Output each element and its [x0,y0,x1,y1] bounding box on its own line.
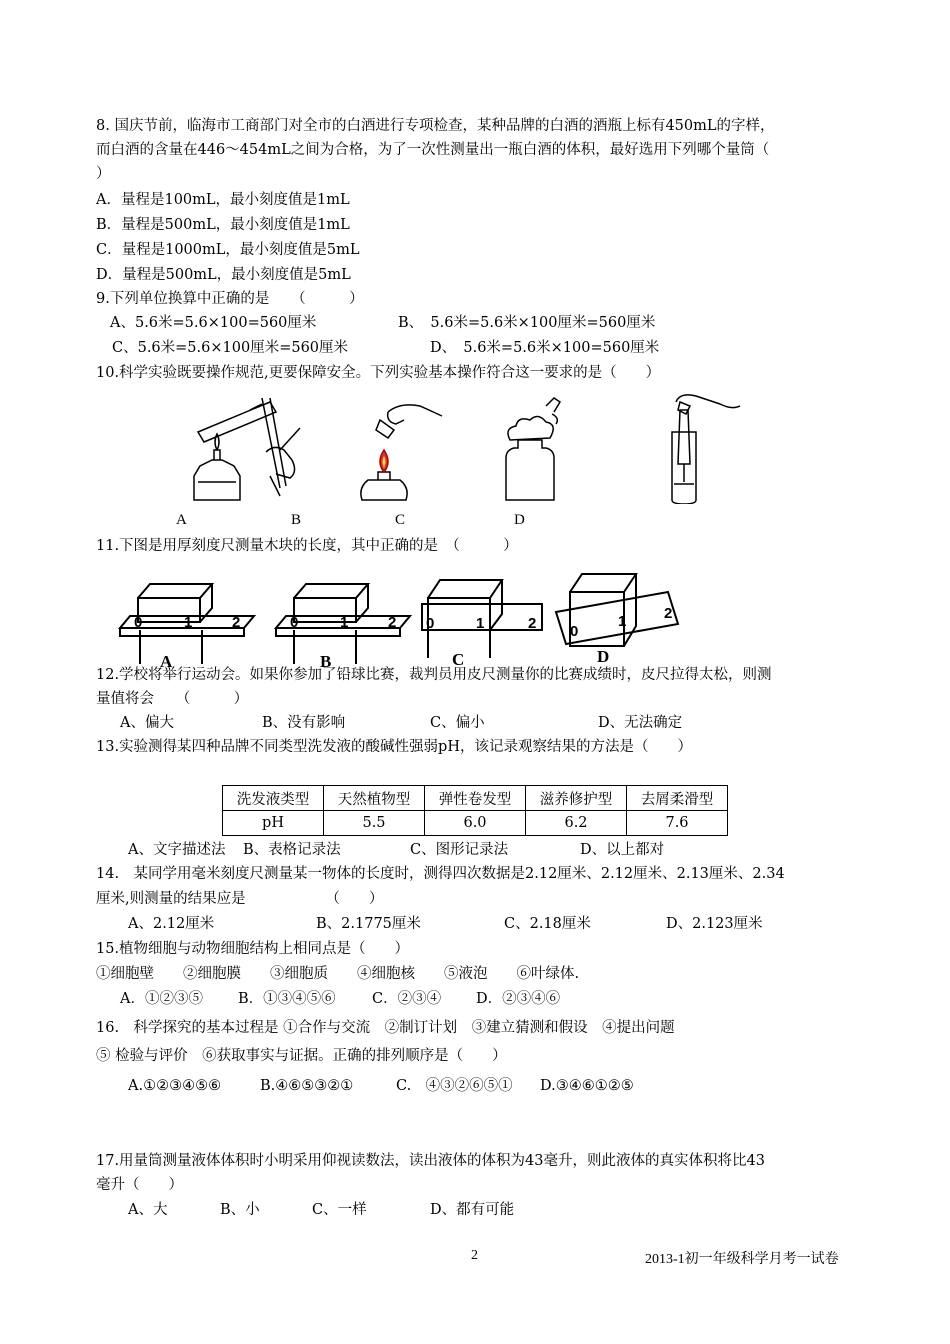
q15-items: ①细胞壁 ②细胞膜 ③细胞质 ④细胞核 ⑤液泡 ⑥叶绿体. [96,966,580,982]
table-cell: 5.5 [324,811,425,836]
q15-option-c: C．②③④ [372,991,442,1007]
q9-option-d: D、 5.6米=5.6米×100=560厘米 [430,340,660,356]
q16-option-c: C. ④③②⑥⑤① [396,1078,513,1094]
q16-option-d: D.③④⑥①②⑤ [540,1078,634,1094]
q17-line1: 17.用量筒测量液体体积时小明采用仰视读数法，读出液体的体积为43毫升，则此液体的真实体积将比43 [96,1153,765,1169]
q14-option-a: A、2.12厘米 [128,916,215,932]
q10-label-c: C [395,512,406,528]
q10-stem: 10.科学实验既要操作规范,更要保障安全。下列实验基本操作符合这一要求的是（ ） [96,365,661,381]
table-cell: 6.0 [425,811,526,836]
lab-apparatus-figure [180,392,780,504]
q8-line2: 而白酒的含量在446～454mL之间为合格，为了一次性测量出一瓶白酒的体积，最好选用下列哪个量筒（ [96,142,770,158]
q11-label-b: B [320,652,332,671]
q8-option-c: C．量程是1000mL，最小刻度值是5mL [96,242,360,258]
ruler-c-tick-1: 1 [476,615,485,632]
q15-option-a: A．①②③⑤ [120,991,203,1007]
q15-stem: 15.植物细胞与动物细胞结构上相同点是（ ） [96,941,410,957]
ruler-a-tick-1: 1 [184,614,193,631]
footer-title: 2013-1初一年级科学月考一试卷 [645,1252,839,1267]
q11-stem: 11.下图是用厚刻度尺测量木块的长度，其中正确的是 （ ） [96,538,518,554]
q9-option-c: C、5.6米=5.6×100厘米=560厘米 [112,340,349,356]
q12-option-a: A、偏大 [120,715,174,731]
q14-option-d: D、2.123厘米 [666,916,763,932]
ruler-c-tick-2: 2 [528,615,537,632]
q9-option-a: A、5.6米=5.6×100=560厘米 [110,315,317,331]
table-cell: 7.6 [627,811,728,836]
q14-line2: 厘米,则测量的结果应是 （ ） [96,891,384,907]
q9-option-b: B、 5.6米=5.6米×100厘米=560厘米 [398,315,656,331]
ruler-a-tick-0: 0 [134,614,143,631]
q15-option-b: B．①③④⑤⑥ [238,991,336,1007]
q16-option-b: B.④⑥⑤③②① [260,1078,354,1094]
q13-option-a: A、文字描述法 [128,842,226,858]
table-cell: 弹性卷发型 [425,786,526,811]
q8-line1: 8. 国庆节前，临海市工商部门对全市的白酒进行专项检查，某种品牌的白酒的酒瓶上标有450mL的字样， [96,118,775,134]
ruler-d-tick-0: 0 [570,623,579,640]
table-cell: 去屑柔滑型 [627,786,728,811]
page-number: 2 [471,1248,478,1263]
ruler-b-tick-1: 1 [340,614,349,631]
q17-line2: 毫升（ ） [96,1177,183,1193]
q8-option-d: D．量程是500mL，最小刻度值是5mL [96,267,351,283]
table-row [223,786,728,811]
apparatus-b-alcohol-lamp [361,405,442,500]
q11-label-c: C [452,650,465,669]
q17-option-a: A、大 [128,1202,168,1218]
apparatus-c-reagent-bottle [506,398,560,500]
table-cell: 天然植物型 [324,786,425,811]
q11-label-a: A [160,652,173,671]
ruler-c-tick-0: 0 [426,615,435,632]
q17-option-d: D、都有可能 [430,1202,515,1218]
q16-line2: ⑤ 检验与评价 ⑥获取事实与证据。正确的排列顺序是（ ） [96,1048,507,1064]
ruler-d-tick-2: 2 [664,605,673,622]
q13-option-d: D、以上都对 [580,842,665,858]
q13-option-c: C、图形记录法 [410,842,509,858]
ph-table [222,785,728,836]
q13-option-b: B、表格记录法 [243,842,341,858]
table-row [223,811,728,836]
q15-option-d: D．②③④⑥ [476,991,561,1007]
q8-line3: ） [96,166,111,182]
ruler-a-tick-2: 2 [232,614,241,631]
table-cell: 滋养修护型 [526,786,627,811]
q12-option-c: C、偏小 [430,715,485,731]
ruler-b-tick-2: 2 [388,614,397,631]
q12-line2: 量值将会 （ ） [96,691,249,707]
q10-label-d: D [514,512,525,528]
q17-option-c: C、一样 [312,1202,367,1218]
ruler-b-tick-0: 0 [290,614,299,631]
q16-line1: 16. 科学探究的基本过程是 ①合作与交流 ②制订计划 ③建立猜测和假设 ④提出问题 [96,1020,675,1036]
ruler-d-tick-1: 1 [618,613,627,630]
q12-option-d: D、无法确定 [598,715,683,731]
apparatus-a-heating-test-tube [194,398,300,500]
table-cell: 洗发液类型 [223,786,324,811]
ruler-measurement-figure [118,566,698,666]
q14-line1: 14. 某同学用毫米刻度尺测量某一物体的长度时，测得四次数据是2.12厘米、2.12厘米、2.13厘米、2.34 [96,866,785,882]
q10-label-a: A [176,512,187,528]
q8-option-b: B．量程是500mL，最小刻度值是1mL [96,217,350,233]
q13-stem: 13.实验测得某四种品牌不同类型洗发液的酸碱性强弱pH，该记录观察结果的方法是（ ） [96,739,692,755]
apparatus-d-dropper-test-tube [672,395,740,504]
q8-option-a: A．量程是100mL，最小刻度值是1mL [96,192,350,208]
q11-label-d: D [597,647,610,666]
table-cell: pH [223,811,324,836]
q12-line1: 12.学校将举行运动会。如果你参加了铅球比赛，裁判员用皮尺测量你的比赛成绩时，皮尺拉得太松，则测 [96,667,772,683]
q14-option-c: C、2.18厘米 [504,916,591,932]
q16-option-a: A.①②③④⑤⑥ [128,1078,222,1094]
table-cell: 6.2 [526,811,627,836]
q9-stem: 9.下列单位换算中正确的是 （ ） [96,291,364,307]
q10-label-b: B [291,512,302,528]
q14-option-b: B、2.1775厘米 [316,916,421,932]
q12-option-b: B、没有影响 [262,715,346,731]
q17-option-b: B、小 [220,1202,260,1218]
